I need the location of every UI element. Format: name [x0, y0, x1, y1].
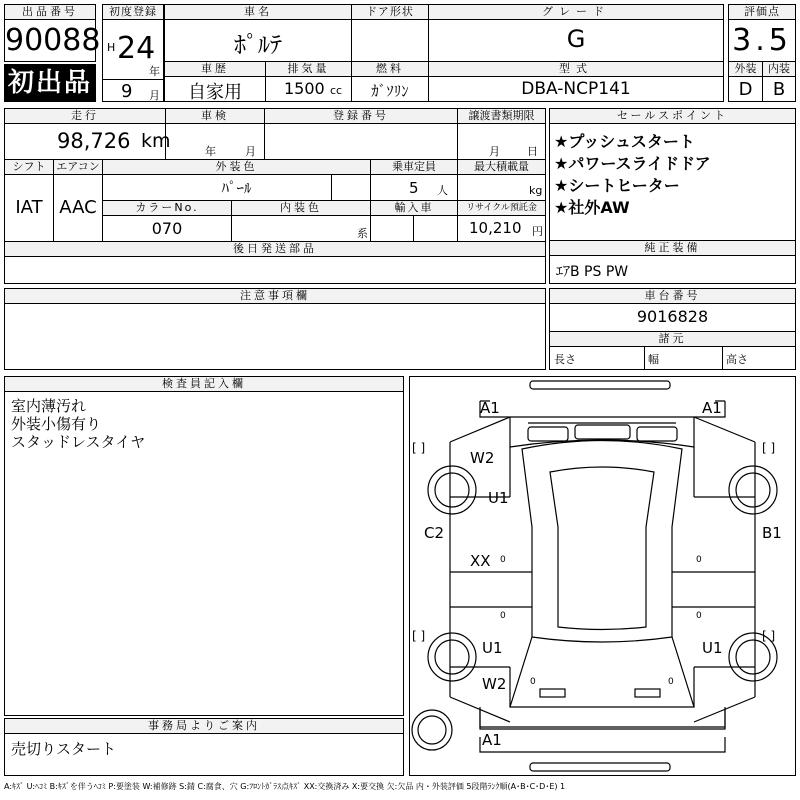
later-parts-label: 後日発送部品 [5, 242, 545, 257]
first-registration-box [102, 4, 164, 102]
length-label: 長さ [554, 353, 576, 366]
import-label: 輸入車 [371, 201, 457, 216]
chassis-label: 車台番号 [550, 289, 795, 304]
car-name-label: 車名 [165, 5, 351, 20]
mileage-unit: km [141, 130, 171, 152]
damage-mark-xx: XX [470, 552, 491, 570]
model-code: DBA-NCP141 [521, 79, 631, 99]
registration-month: 9 [121, 81, 133, 102]
transfer-month-unit: 月 [489, 145, 500, 158]
displacement-box [265, 61, 352, 102]
max-load-label: 最大積載量 [458, 160, 545, 175]
model-label: 型式 [429, 62, 723, 77]
first-registration-label: 初度登録 [103, 5, 163, 20]
damage-diagram [409, 376, 796, 776]
lot-number: 90088 [5, 23, 101, 58]
damage-mark-b1: B1 [762, 524, 782, 542]
mileage-value: 98,726 [57, 129, 131, 153]
exterior-grade: D [738, 79, 753, 100]
panel-zero: 0 [696, 555, 702, 565]
ext-color-value: ﾊﾟｰﾙ [221, 179, 252, 197]
car-name-box [164, 4, 352, 62]
sales-point-item: ★社外AW [554, 198, 630, 217]
sales-point-item: ★シートヒーター [554, 176, 680, 195]
door-label: ドア形状 [352, 5, 428, 20]
damage-mark-rear: A1 [482, 731, 502, 749]
history-value: 自家用 [188, 82, 242, 103]
ac-value: AAC [59, 197, 97, 218]
bracket-right-bottom: [ ] [762, 629, 776, 643]
notes-label: 注意事項欄 [5, 289, 545, 304]
int-color-suffix: 系 [357, 227, 368, 240]
notes-box [4, 288, 546, 370]
registration-year: 24 [117, 31, 156, 66]
damage-mark-u1-top: U1 [488, 489, 509, 507]
bracket-left-bottom: [ ] [412, 629, 426, 643]
grade-label: グレード [429, 5, 723, 20]
capacity-label: 乗車定員 [371, 160, 457, 175]
exterior-grade-label: 外装 [729, 62, 762, 77]
fuel-box [351, 61, 429, 102]
chassis-number: 9016828 [636, 307, 709, 326]
score-value: 3.5 [732, 23, 792, 58]
equipment-box [549, 240, 796, 284]
bracket-right-top: [ ] [762, 441, 776, 455]
interior-grade-box [762, 61, 796, 102]
model-box [428, 61, 724, 102]
office-label: 事務局よりご案内 [5, 719, 403, 734]
transfer-doc-label: 譲渡書類期限 [458, 109, 545, 124]
grade-value: G [566, 25, 586, 53]
lot-number-box [4, 4, 101, 62]
shift-label: シフト [5, 160, 53, 175]
capacity-unit: 人 [437, 184, 448, 197]
damage-mark-front-right: A1 [702, 399, 722, 417]
inspection-label: 車検 [166, 109, 264, 124]
chassis-box [549, 288, 796, 370]
panel-zero: 0 [696, 611, 702, 621]
height-label: 高さ [726, 353, 748, 366]
door-box [351, 4, 429, 62]
panel-zero: 0 [500, 555, 506, 565]
displacement-label: 排気量 [266, 62, 351, 77]
damage-mark-w2-bottom: W2 [482, 675, 507, 693]
car-name: ﾎﾟﾙﾃ [234, 31, 282, 59]
damage-mark-w2-top: W2 [470, 449, 495, 467]
capacity-value: 5 [409, 179, 419, 197]
sales-point-item: ★パワースライドドア [554, 154, 711, 173]
int-color-label: 内装色 [232, 201, 370, 216]
history-label: 車歴 [165, 62, 265, 77]
damage-mark-u1-bottom-left: U1 [482, 639, 503, 657]
grade-box [428, 4, 724, 62]
panel-zero: 0 [500, 611, 506, 621]
width-label: 幅 [648, 353, 659, 366]
max-load-unit: kg [529, 184, 543, 197]
car-outline-drawing [410, 377, 795, 775]
score-box [728, 4, 796, 62]
inspector-note: 外装小傷有り [11, 415, 102, 433]
year-unit: 年 [149, 65, 160, 78]
ext-color-label: 外装色 [103, 160, 370, 175]
inspector-label: 検査員記入欄 [5, 377, 403, 392]
first-listing-badge: 初出品 [4, 64, 96, 102]
history-box [164, 61, 266, 102]
score-label: 評価点 [729, 5, 795, 20]
panel-zero: 0 [668, 677, 674, 687]
office-box [4, 718, 404, 776]
interior-grade: B [772, 79, 786, 100]
damage-code-legend: A:ｷｽﾞ U:ﾍｺﾐ B:ｷｽﾞを伴うﾍｺﾐ P:要塗装 W:補修跡 S:錆 C:腐食、穴 G:ﾌﾛﾝﾄｶﾞﾗｽ点ｷｽﾞ XX:交換済み X:要交換 欠:欠品 内・外装評価 5段階ﾗﾝｸ順(A･B･C･D･E) 1 [4, 782, 566, 791]
inspection-month-unit: 月 [245, 145, 256, 158]
inspector-note: 室内薄汚れ [11, 397, 87, 415]
interior-grade-label: 内装 [763, 62, 795, 77]
damage-mark-u1-bottom-right: U1 [702, 639, 723, 657]
mileage-label: 走行 [5, 109, 165, 124]
color-no-label: カラーNo. [103, 201, 231, 216]
inspector-note: スタッドレスタイヤ [11, 433, 146, 451]
exterior-grade-box [728, 61, 763, 102]
recycle-label: リサイクル預託金 [458, 201, 545, 216]
recycle-unit: 円 [532, 225, 543, 238]
damage-mark-front-left: A1 [480, 399, 500, 417]
month-unit: 月 [149, 89, 160, 102]
era-prefix: H [107, 41, 116, 54]
lot-number-label: 出品番号 [5, 5, 95, 20]
displacement-unit: cc [330, 84, 343, 97]
office-message: 売切りスタート [11, 740, 117, 758]
sales-point-item: ★プッシュスタート [554, 132, 695, 151]
ac-label: エアコン [54, 160, 102, 175]
fuel-value: ｶﾞｿﾘﾝ [371, 82, 409, 100]
plate-label: 登録番号 [265, 109, 457, 124]
shift-value: IAT [15, 197, 43, 218]
equipment-label: 純正装備 [550, 241, 795, 256]
fuel-label: 燃料 [352, 62, 428, 77]
inspection-year-unit: 年 [205, 145, 216, 158]
details-grid [4, 108, 546, 284]
specs-label: 諸元 [550, 332, 795, 347]
bracket-left-top: [ ] [412, 441, 426, 455]
transfer-day-unit: 日 [527, 145, 538, 158]
inspector-box [4, 376, 404, 716]
displacement-value: 1500 [284, 79, 325, 98]
panel-zero: 0 [530, 677, 536, 687]
sales-points-label: セールスポイント [550, 109, 795, 124]
sales-points-box [549, 108, 796, 241]
damage-mark-c2: C2 [424, 524, 445, 542]
recycle-fee: 10,210 [469, 219, 522, 237]
color-no-value: 070 [151, 219, 183, 238]
equipment-value: ｴｱB PS PW [556, 264, 629, 280]
